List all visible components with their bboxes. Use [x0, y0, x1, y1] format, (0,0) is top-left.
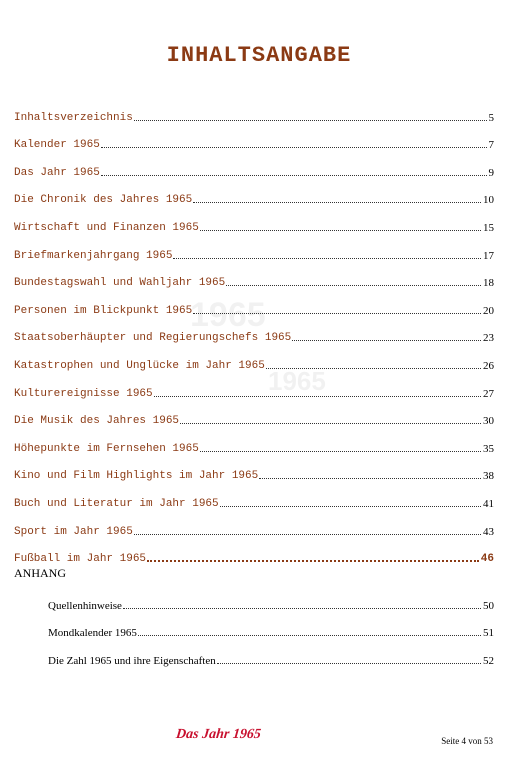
toc-leader-dots — [266, 367, 481, 369]
appendix-entry[interactable] — [48, 639, 494, 667]
toc-entry-label: Kino und Film Highlights im Jahr 1965 — [14, 470, 259, 483]
toc-entry-label: Inhaltsverzeichnis — [14, 111, 133, 124]
appendix-entry-label: Die Zahl 1965 und ihre Eigenschaften — [48, 654, 216, 667]
toc-entry-label: Kalender 1965 — [14, 139, 100, 152]
toc-entry-page: 15 — [483, 221, 494, 234]
toc-entry-page: 18 — [483, 277, 494, 290]
toc-leader-dots — [193, 312, 481, 314]
toc-leader-dots — [173, 257, 481, 259]
toc-entry[interactable] — [14, 289, 494, 317]
appendix-heading: ANHANG — [14, 566, 66, 580]
toc-leader-dots — [180, 422, 481, 424]
toc-entry-label: Katastrophen und Unglücke im Jahr 1965 — [14, 359, 265, 372]
toc-entry-label: Wirtschaft und Finanzen 1965 — [14, 221, 199, 234]
toc-entry-label: Die Musik des Jahres 1965 — [14, 415, 180, 428]
appendix-entry-label: Quellenhinweise — [48, 599, 122, 612]
toc-entry-label: Sport im Jahr 1965 — [14, 525, 133, 538]
appendix-entry-page: 50 — [483, 599, 494, 612]
toc-leader-dots — [259, 477, 481, 479]
toc-entry-label: Kulturereignisse 1965 — [14, 387, 153, 400]
toc-leader-dots — [101, 146, 487, 148]
toc-leader-dots — [134, 533, 481, 535]
toc-entry-page: 7 — [488, 139, 494, 152]
toc-entry[interactable] — [14, 124, 494, 152]
toc-entry-label: Die Chronik des Jahres 1965 — [14, 194, 193, 207]
appendix-entry[interactable] — [48, 584, 494, 612]
toc-leader-dots — [292, 339, 481, 341]
watermark-1965: 1965 — [190, 296, 266, 334]
toc-entry-label: Staatsoberhäupter und Regierungschefs 1965 — [14, 332, 292, 345]
appendix-leader-dots — [123, 607, 481, 609]
toc-entry-page: 38 — [483, 470, 494, 483]
appendix-leader-dots — [138, 634, 481, 636]
toc-entry-page: 26 — [483, 359, 494, 372]
toc-entry[interactable] — [14, 344, 494, 372]
toc-entry-page: 41 — [483, 497, 494, 510]
toc-entry[interactable] — [14, 455, 494, 483]
toc-entry-page: 17 — [483, 249, 494, 262]
toc-entry[interactable] — [14, 262, 494, 290]
toc-entry-label: Höhepunkte im Fernsehen 1965 — [14, 442, 199, 455]
toc-entry[interactable] — [14, 510, 494, 538]
toc-entry-label: Briefmarkenjahrgang 1965 — [14, 249, 173, 262]
toc-entry-page: 20 — [483, 304, 494, 317]
toc-entry-label: Das Jahr 1965 — [14, 166, 100, 179]
toc-leader-dots — [154, 395, 481, 397]
toc-leader-dots — [134, 119, 487, 121]
toc-entry-label: Bundestagswahl und Wahljahr 1965 — [14, 277, 226, 290]
toc-leader-dots — [220, 505, 481, 507]
toc-entry-label: Buch und Literatur im Jahr 1965 — [14, 497, 219, 510]
toc-entry[interactable] — [14, 206, 494, 234]
toc-entry-page: 23 — [483, 332, 494, 345]
toc-entry[interactable] — [14, 482, 494, 510]
appendix-entry-page: 52 — [483, 654, 494, 667]
toc-entry-page: 9 — [488, 166, 494, 179]
toc-entry-page: 30 — [483, 415, 494, 428]
toc-entry[interactable] — [14, 234, 494, 262]
toc-entry[interactable] — [14, 317, 494, 345]
toc-leader-dots — [147, 559, 479, 562]
page-title: INHALTSANGABE — [166, 42, 352, 68]
toc-entry-page: 27 — [483, 387, 494, 400]
toc-entry[interactable] — [14, 96, 494, 124]
appendix-leader-dots — [217, 662, 481, 664]
toc-leader-dots — [101, 174, 487, 176]
toc-leader-dots — [226, 284, 481, 286]
appendix-entry-page: 51 — [483, 627, 494, 639]
watermark-1965: 1965 — [268, 366, 326, 396]
table-of-contents — [14, 96, 494, 565]
toc-leader-dots — [200, 229, 481, 231]
toc-entry[interactable] — [14, 427, 494, 455]
appendix-list — [48, 584, 494, 667]
toc-entry[interactable] — [14, 372, 494, 400]
toc-entry-label: Personen im Blickpunkt 1965 — [14, 304, 193, 317]
toc-entry-page: 35 — [483, 442, 494, 455]
appendix-entry[interactable] — [48, 612, 494, 640]
page-counter: Seite 4 von 53 — [441, 736, 493, 746]
toc-entry-page: 5 — [488, 111, 494, 124]
toc-entry-page: 43 — [483, 525, 494, 538]
toc-leader-dots — [200, 450, 481, 452]
toc-leader-dots — [193, 201, 481, 203]
toc-entry[interactable] — [14, 179, 494, 207]
appendix-entry-label: Mondkalender 1965 — [48, 627, 137, 639]
footer-logo: Das Jahr 1965 — [175, 727, 262, 742]
toc-entry[interactable] — [14, 151, 494, 179]
toc-entry-page: 46 — [480, 553, 494, 566]
toc-entry[interactable] — [14, 538, 494, 566]
toc-entry[interactable] — [14, 400, 494, 428]
toc-entry-label: Fußball im Jahr 1965 — [14, 553, 147, 566]
toc-entry-page: 10 — [483, 194, 494, 207]
